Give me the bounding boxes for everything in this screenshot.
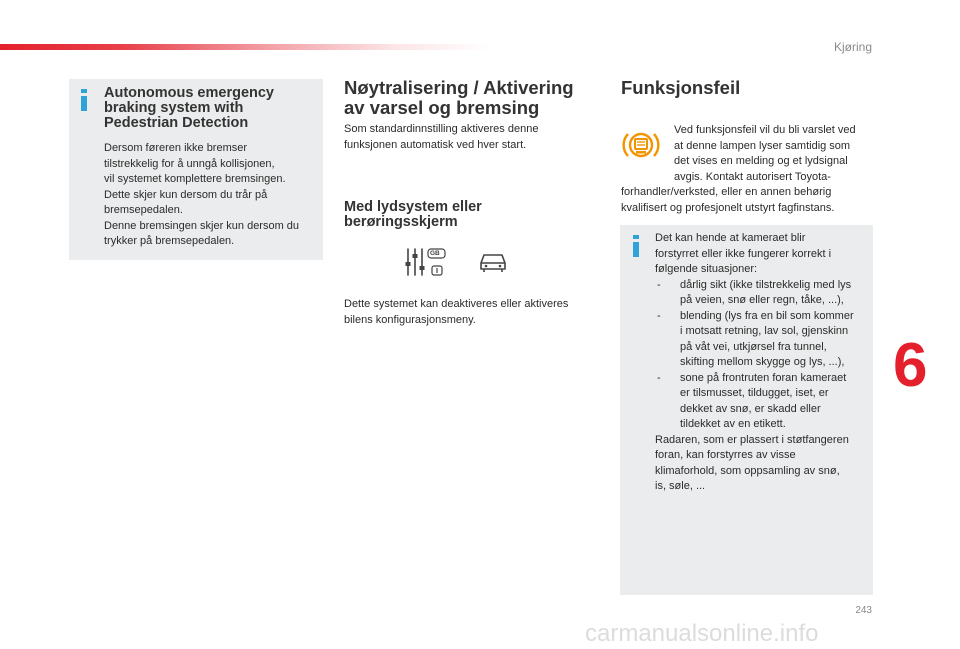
aeb-box-title: Autonomous emergency braking system with Pedestrian Detection xyxy=(104,85,274,131)
camera-box-intro: Det kan hende at kameraet blir forstyrret eller ikke fungerer korrekt i følgende situasjoner: xyxy=(655,232,832,275)
page-number: 243 xyxy=(855,605,872,616)
car-icon xyxy=(477,250,509,274)
list-item: - dårlig sikt (ikke tilstrekkelig med lys på veien, snø eller regn, tåke, ...), xyxy=(657,278,852,306)
section-title: Kjøring xyxy=(833,40,872,54)
deactivation-text: Dette systemet kan deaktiveres eller aktiveres bilens konfigurasjonsmeny. xyxy=(344,298,569,326)
list-item: - blending (lys fra en bil som kommer i motsatt retning, lav sol, gjenskinn på våt vei, utkjørsel fra tunnel, skifting mellom skygge og lys, ...), xyxy=(657,309,854,368)
camera-conditions-list xyxy=(655,278,871,433)
watermark: carmanualsonline.info xyxy=(585,620,819,647)
camera-info-box xyxy=(620,225,873,595)
aeb-box-text: Dersom føreren ikke bremser tilstrekkelig for å unngå kollisjonen, vil systemet komplettere bremsingen. Dette skjer kun dersom du trår på bremsepedalen. Denne bremsingen skjer kun dersom du trykker på bremsepedalen. xyxy=(104,142,300,247)
malfunction-heading: Funksjonsfeil xyxy=(621,77,741,98)
list-item: - sone på frontruten foran kameraet er tilsmusset, tildugget, iset, er dekket av snø, er skadd eller tildekket av en etikett. xyxy=(657,371,847,430)
neutralisation-intro: Som standardinnstilling aktiveres denne funksjonen automatisk ved hver start. xyxy=(344,123,539,151)
settings-sliders-icon xyxy=(404,246,448,278)
audio-system-subheading: Med lydsystem eller berøringsskjerm xyxy=(344,199,482,230)
chapter-number: 6 xyxy=(893,331,928,400)
aeb-info-box xyxy=(69,79,323,260)
neutralisation-heading: Nøytralisering / Aktivering av varsel og bremsing xyxy=(344,77,574,118)
top-decorative-rule xyxy=(0,44,490,50)
malfunction-text: Ved funksjonsfeil vil du bli varslet ved at denne lampen lyser samtidig som det vises en melding og et lydsignal avgis. Kontakt autorisert Toyota- forhandler/verksted, eller en annen behørig kvalifisert og profesjonelt utstyrt fagfinstans. xyxy=(621,124,856,214)
gb-badge-label: GB xyxy=(430,250,440,257)
camera-box-outro: Radaren, som er plassert i støtfangeren foran, kan forstyrres av visse klimaforhold, som oppsamling av snø, is, søle, ... xyxy=(655,433,849,492)
